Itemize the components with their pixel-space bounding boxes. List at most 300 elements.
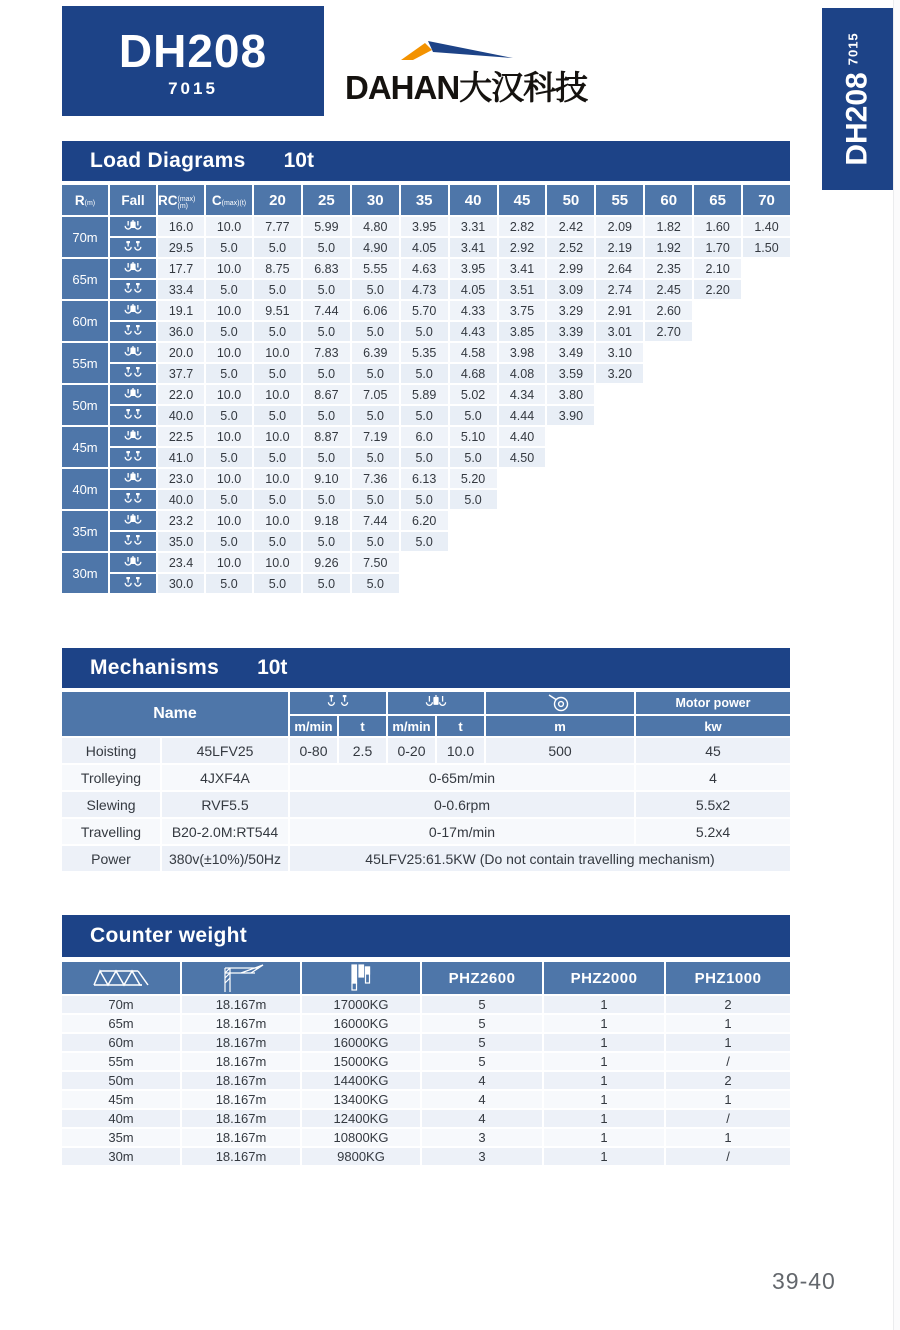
cw-value: 18.167m bbox=[182, 1072, 300, 1089]
mech-value: 45 bbox=[636, 738, 790, 763]
empty-cell bbox=[596, 532, 643, 551]
load-value: 1.70 bbox=[694, 238, 741, 257]
fall-cell bbox=[110, 553, 156, 572]
load-value: 2.09 bbox=[596, 217, 643, 236]
load-value: 4.63 bbox=[401, 259, 448, 278]
load-value: 5.0 bbox=[206, 238, 252, 257]
empty-cell bbox=[596, 385, 643, 404]
col-header-radius-70: 70 bbox=[743, 185, 790, 215]
cw-value: 1 bbox=[544, 996, 664, 1013]
empty-cell bbox=[743, 511, 790, 530]
empty-cell bbox=[450, 574, 497, 593]
load-value: 4.43 bbox=[450, 322, 497, 341]
fall-cell bbox=[110, 490, 156, 509]
mech-power-value: 4 bbox=[636, 765, 790, 790]
load-value: 29.5 bbox=[158, 238, 204, 257]
empty-cell bbox=[694, 532, 741, 551]
load-value: 10.0 bbox=[206, 427, 252, 446]
load-value: 9.26 bbox=[303, 553, 350, 572]
radius-label: 65m bbox=[62, 259, 108, 299]
cw-jib-length: 35m bbox=[62, 1129, 180, 1146]
cw-header-phz2600: PHZ2600 bbox=[422, 962, 542, 994]
load-value: 10.0 bbox=[206, 301, 252, 320]
cw-value: 18.167m bbox=[182, 1110, 300, 1127]
load-value: 2.91 bbox=[596, 301, 643, 320]
load-value: 2.42 bbox=[547, 217, 594, 236]
side-tab-model: DH208 bbox=[840, 72, 874, 166]
mech-header-motor-power: Motor power bbox=[636, 692, 790, 714]
cw-value: 1 bbox=[666, 1015, 790, 1032]
empty-cell bbox=[645, 574, 692, 593]
empty-cell bbox=[743, 343, 790, 362]
col-header-radius-55: 55 bbox=[596, 185, 643, 215]
fall-cell bbox=[110, 364, 156, 383]
radius-label: 40m bbox=[62, 469, 108, 509]
load-value: 4.40 bbox=[499, 427, 546, 446]
empty-cell bbox=[547, 553, 594, 572]
load-value: 10.0 bbox=[254, 553, 301, 572]
load-diagrams-capacity: 10t bbox=[283, 149, 314, 172]
load-value: 3.29 bbox=[547, 301, 594, 320]
fall-4-icon bbox=[122, 304, 144, 317]
empty-cell bbox=[547, 469, 594, 488]
fall-4-icon bbox=[122, 388, 144, 401]
load-value: 4.33 bbox=[450, 301, 497, 320]
load-value: 5.0 bbox=[352, 448, 399, 467]
radius-label: 45m bbox=[62, 427, 108, 467]
load-value: 5.0 bbox=[401, 322, 448, 341]
load-value: 5.02 bbox=[450, 385, 497, 404]
load-value: 2.92 bbox=[499, 238, 546, 257]
empty-cell bbox=[547, 427, 594, 446]
mech-merged-value: 0-17m/min bbox=[290, 819, 634, 844]
mech-header-unit: kw bbox=[636, 716, 790, 736]
load-value: 5.0 bbox=[401, 448, 448, 467]
load-value: 10.0 bbox=[254, 385, 301, 404]
load-value: 5.0 bbox=[450, 406, 497, 425]
mech-header-hoist-group bbox=[290, 692, 386, 714]
load-value: 5.0 bbox=[206, 448, 252, 467]
cw-value: 16000KG bbox=[302, 1015, 420, 1032]
load-value: 2.70 bbox=[645, 322, 692, 341]
load-value: 5.0 bbox=[352, 532, 399, 551]
cw-value: 3 bbox=[422, 1129, 542, 1146]
col-header-radius-65: 65 bbox=[694, 185, 741, 215]
load-value: 4.05 bbox=[401, 238, 448, 257]
cw-value: 18.167m bbox=[182, 1015, 300, 1032]
cw-value: 5 bbox=[422, 1015, 542, 1032]
load-value: 5.0 bbox=[206, 574, 252, 593]
load-value: 5.0 bbox=[303, 238, 350, 257]
load-value: 3.41 bbox=[499, 259, 546, 278]
load-value: 5.0 bbox=[206, 364, 252, 383]
mech-model: 4JXF4A bbox=[162, 765, 288, 790]
cw-value: 18.167m bbox=[182, 1034, 300, 1051]
hook-4fall-icon bbox=[421, 695, 451, 711]
cw-value: 2 bbox=[666, 996, 790, 1013]
cw-value: 17000KG bbox=[302, 996, 420, 1013]
load-value: 7.77 bbox=[254, 217, 301, 236]
empty-cell bbox=[547, 490, 594, 509]
load-value: 7.19 bbox=[352, 427, 399, 446]
jib-truss-icon bbox=[92, 967, 150, 989]
load-value: 23.0 bbox=[158, 469, 204, 488]
load-value: 5.0 bbox=[254, 574, 301, 593]
load-value: 3.39 bbox=[547, 322, 594, 341]
load-value: 10.0 bbox=[206, 553, 252, 572]
load-value: 3.59 bbox=[547, 364, 594, 383]
mech-merged-value: 0-65m/min bbox=[290, 765, 634, 790]
mech-header-hook-group bbox=[388, 692, 484, 714]
load-value: 30.0 bbox=[158, 574, 204, 593]
load-value: 5.0 bbox=[352, 322, 399, 341]
load-value: 3.95 bbox=[450, 259, 497, 278]
load-value: 3.85 bbox=[499, 322, 546, 341]
load-value: 7.50 bbox=[352, 553, 399, 572]
empty-cell bbox=[743, 490, 790, 509]
empty-cell bbox=[694, 343, 741, 362]
radius-label: 60m bbox=[62, 301, 108, 341]
load-value: 5.0 bbox=[206, 532, 252, 551]
load-value: 3.01 bbox=[596, 322, 643, 341]
empty-cell bbox=[743, 406, 790, 425]
cw-value: 10800KG bbox=[302, 1129, 420, 1146]
load-value: 5.0 bbox=[401, 406, 448, 425]
empty-cell bbox=[499, 532, 546, 551]
empty-cell bbox=[743, 448, 790, 467]
load-value: 9.18 bbox=[303, 511, 350, 530]
cw-value: 4 bbox=[422, 1072, 542, 1089]
load-value: 10.0 bbox=[254, 469, 301, 488]
load-value: 10.0 bbox=[206, 217, 252, 236]
mech-name: Power bbox=[62, 846, 160, 871]
mech-power-value: 5.2x4 bbox=[636, 819, 790, 844]
logo-swoosh-icon bbox=[395, 38, 545, 64]
cw-value: 1 bbox=[544, 1148, 664, 1165]
empty-cell bbox=[499, 553, 546, 572]
load-value: 2.74 bbox=[596, 280, 643, 299]
cw-jib-length: 70m bbox=[62, 996, 180, 1013]
load-value: 36.0 bbox=[158, 322, 204, 341]
cw-value: 1 bbox=[666, 1129, 790, 1146]
load-value: 4.58 bbox=[450, 343, 497, 362]
empty-cell bbox=[450, 511, 497, 530]
brand-wordmark bbox=[345, 62, 605, 109]
cw-value: 13400KG bbox=[302, 1091, 420, 1108]
page-edge bbox=[893, 0, 900, 1330]
fall-2-icon bbox=[122, 367, 144, 380]
radius-label: 35m bbox=[62, 511, 108, 551]
cw-value: 18.167m bbox=[182, 1091, 300, 1108]
mech-model: B20-2.0M:RT544 bbox=[162, 819, 288, 844]
load-value: 5.0 bbox=[254, 322, 301, 341]
cw-jib-length: 60m bbox=[62, 1034, 180, 1051]
mech-merged-value: 45LFV25:61.5KW (Do not contain travelling mechanism) bbox=[290, 846, 790, 871]
empty-cell bbox=[596, 553, 643, 572]
load-value: 3.75 bbox=[499, 301, 546, 320]
empty-cell bbox=[596, 574, 643, 593]
load-value: 5.0 bbox=[352, 574, 399, 593]
mech-name: Trolleying bbox=[62, 765, 160, 790]
load-value: 3.90 bbox=[547, 406, 594, 425]
empty-cell bbox=[596, 490, 643, 509]
fall-4-icon bbox=[122, 220, 144, 233]
fall-4-icon bbox=[122, 430, 144, 443]
fall-cell bbox=[110, 406, 156, 425]
cw-value: 1 bbox=[544, 1034, 664, 1051]
mech-header-unit: t bbox=[437, 716, 484, 736]
side-tab bbox=[822, 8, 893, 190]
mechanisms-table bbox=[62, 692, 790, 871]
empty-cell bbox=[743, 364, 790, 383]
cw-value: 18.167m bbox=[182, 996, 300, 1013]
cw-value: 5 bbox=[422, 996, 542, 1013]
load-value: 1.60 bbox=[694, 217, 741, 236]
counterweight-blocks-icon bbox=[349, 964, 373, 992]
empty-cell bbox=[645, 364, 692, 383]
cw-value: 2 bbox=[666, 1072, 790, 1089]
col-header-c-max: C (max)(t) bbox=[206, 185, 252, 215]
fall-cell bbox=[110, 469, 156, 488]
load-value: 3.49 bbox=[547, 343, 594, 362]
load-value: 4.80 bbox=[352, 217, 399, 236]
load-value: 5.0 bbox=[206, 322, 252, 341]
mech-name: Slewing bbox=[62, 792, 160, 817]
empty-cell bbox=[596, 448, 643, 467]
counter-weight-title: Counter weight bbox=[90, 924, 248, 947]
fall-cell bbox=[110, 511, 156, 530]
empty-cell bbox=[596, 406, 643, 425]
load-value: 6.39 bbox=[352, 343, 399, 362]
load-value: 5.0 bbox=[303, 574, 350, 593]
load-value: 17.7 bbox=[158, 259, 204, 278]
fall-4-icon bbox=[122, 472, 144, 485]
load-value: 5.0 bbox=[352, 280, 399, 299]
load-value: 5.0 bbox=[303, 532, 350, 551]
load-value: 7.83 bbox=[303, 343, 350, 362]
load-value: 5.55 bbox=[352, 259, 399, 278]
cw-value: 1 bbox=[666, 1091, 790, 1108]
load-value: 2.19 bbox=[596, 238, 643, 257]
cw-value: 1 bbox=[544, 1015, 664, 1032]
company-logo bbox=[345, 38, 605, 109]
cw-value: 18.167m bbox=[182, 1129, 300, 1146]
mechanisms-capacity: 10t bbox=[257, 656, 288, 679]
cw-header-counterweight-blocks-icon bbox=[302, 962, 420, 994]
load-value: 6.06 bbox=[352, 301, 399, 320]
fall-2-icon bbox=[122, 325, 144, 338]
load-value: 9.51 bbox=[254, 301, 301, 320]
load-value: 5.0 bbox=[254, 490, 301, 509]
empty-cell bbox=[645, 406, 692, 425]
load-value: 8.87 bbox=[303, 427, 350, 446]
load-value: 37.7 bbox=[158, 364, 204, 383]
empty-cell bbox=[645, 448, 692, 467]
side-tab-label bbox=[840, 32, 874, 166]
load-diagrams-title-bar bbox=[62, 141, 790, 181]
load-value: 10.0 bbox=[206, 385, 252, 404]
empty-cell bbox=[645, 553, 692, 572]
load-value: 5.0 bbox=[206, 280, 252, 299]
fall-cell bbox=[110, 574, 156, 593]
fall-2-icon bbox=[122, 535, 144, 548]
brand-cjk: 大汉科技 bbox=[459, 69, 588, 106]
col-header-radius-50: 50 bbox=[547, 185, 594, 215]
empty-cell bbox=[694, 322, 741, 341]
load-value: 7.36 bbox=[352, 469, 399, 488]
load-value: 40.0 bbox=[158, 406, 204, 425]
load-value: 6.13 bbox=[401, 469, 448, 488]
load-value: 5.0 bbox=[450, 490, 497, 509]
empty-cell bbox=[694, 385, 741, 404]
radius-label: 70m bbox=[62, 217, 108, 257]
load-value: 10.0 bbox=[254, 343, 301, 362]
cw-header-phz1000: PHZ1000 bbox=[666, 962, 790, 994]
cw-value: 1 bbox=[666, 1034, 790, 1051]
page-number: 39-40 bbox=[772, 1268, 836, 1294]
cw-value: / bbox=[666, 1110, 790, 1127]
cw-value: 9800KG bbox=[302, 1148, 420, 1165]
cw-value: 18.167m bbox=[182, 1148, 300, 1165]
empty-cell bbox=[547, 574, 594, 593]
load-value: 8.75 bbox=[254, 259, 301, 278]
empty-cell bbox=[596, 427, 643, 446]
mech-power-value: 5.5x2 bbox=[636, 792, 790, 817]
load-value: 6.0 bbox=[401, 427, 448, 446]
cw-value: 14400KG bbox=[302, 1072, 420, 1089]
load-value: 5.99 bbox=[303, 217, 350, 236]
load-value: 5.0 bbox=[303, 280, 350, 299]
col-header-radius: R (m) bbox=[62, 185, 108, 215]
empty-cell bbox=[694, 490, 741, 509]
load-value: 3.31 bbox=[450, 217, 497, 236]
load-value: 4.73 bbox=[401, 280, 448, 299]
cw-value: 1 bbox=[544, 1129, 664, 1146]
empty-cell bbox=[450, 553, 497, 572]
load-value: 33.4 bbox=[158, 280, 204, 299]
load-value: 3.51 bbox=[499, 280, 546, 299]
load-diagrams-title: Load Diagrams bbox=[90, 149, 246, 172]
load-value: 6.20 bbox=[401, 511, 448, 530]
col-header-radius-40: 40 bbox=[450, 185, 497, 215]
load-value: 1.82 bbox=[645, 217, 692, 236]
mech-model: 380v(±10%)/50Hz bbox=[162, 846, 288, 871]
cw-value: 18.167m bbox=[182, 1053, 300, 1070]
fall-cell bbox=[110, 259, 156, 278]
empty-cell bbox=[694, 511, 741, 530]
tower-mast-icon bbox=[215, 963, 267, 993]
mech-header-name: Name bbox=[62, 692, 288, 736]
empty-cell bbox=[694, 469, 741, 488]
fall-2-icon bbox=[122, 283, 144, 296]
mech-name: Hoisting bbox=[62, 738, 160, 763]
col-header-fall: Fall bbox=[110, 185, 156, 215]
mech-merged-value: 0-0.6rpm bbox=[290, 792, 634, 817]
fall-cell bbox=[110, 385, 156, 404]
cw-value: 5 bbox=[422, 1053, 542, 1070]
cw-jib-length: 30m bbox=[62, 1148, 180, 1165]
empty-cell bbox=[743, 574, 790, 593]
load-value: 10.0 bbox=[206, 259, 252, 278]
load-value: 10.0 bbox=[254, 511, 301, 530]
mech-header-unit: m bbox=[486, 716, 634, 736]
load-value: 5.0 bbox=[303, 322, 350, 341]
mech-value: 0-20 bbox=[388, 738, 435, 763]
mechanisms-title-bar bbox=[62, 648, 790, 688]
fall-2-icon bbox=[122, 409, 144, 422]
load-value: 5.0 bbox=[303, 448, 350, 467]
load-value: 5.0 bbox=[401, 364, 448, 383]
col-header-radius-35: 35 bbox=[401, 185, 448, 215]
empty-cell bbox=[596, 511, 643, 530]
empty-cell bbox=[645, 427, 692, 446]
load-value: 5.0 bbox=[352, 364, 399, 383]
empty-cell bbox=[547, 511, 594, 530]
empty-cell bbox=[743, 280, 790, 299]
fall-2-icon bbox=[122, 241, 144, 254]
mech-header-unit: m/min bbox=[388, 716, 435, 736]
empty-cell bbox=[450, 532, 497, 551]
hook-2fall-icon bbox=[323, 695, 353, 711]
load-value: 20.0 bbox=[158, 343, 204, 362]
fall-cell bbox=[110, 448, 156, 467]
empty-cell bbox=[645, 511, 692, 530]
load-value: 22.5 bbox=[158, 427, 204, 446]
mech-header-unit: m/min bbox=[290, 716, 337, 736]
empty-cell bbox=[645, 532, 692, 551]
load-value: 2.64 bbox=[596, 259, 643, 278]
load-value: 5.0 bbox=[254, 406, 301, 425]
load-value: 5.0 bbox=[254, 238, 301, 257]
cw-value: 3 bbox=[422, 1148, 542, 1165]
load-value: 8.67 bbox=[303, 385, 350, 404]
load-value: 1.50 bbox=[743, 238, 790, 257]
load-value: 5.0 bbox=[254, 448, 301, 467]
load-value: 5.0 bbox=[303, 406, 350, 425]
empty-cell bbox=[547, 448, 594, 467]
cw-value: 15000KG bbox=[302, 1053, 420, 1070]
brand-latin: DAHAN bbox=[345, 69, 460, 106]
empty-cell bbox=[743, 322, 790, 341]
col-header-radius-45: 45 bbox=[499, 185, 546, 215]
empty-cell bbox=[401, 574, 448, 593]
fall-4-icon bbox=[122, 346, 144, 359]
empty-cell bbox=[645, 490, 692, 509]
load-table bbox=[62, 185, 790, 593]
load-value: 2.45 bbox=[645, 280, 692, 299]
load-value: 5.0 bbox=[254, 532, 301, 551]
fall-cell bbox=[110, 322, 156, 341]
empty-cell bbox=[694, 448, 741, 467]
load-value: 3.80 bbox=[547, 385, 594, 404]
load-value: 2.52 bbox=[547, 238, 594, 257]
load-value: 16.0 bbox=[158, 217, 204, 236]
empty-cell bbox=[499, 511, 546, 530]
empty-cell bbox=[645, 343, 692, 362]
model-variant: 7015 bbox=[168, 79, 218, 98]
model-badge bbox=[62, 6, 324, 116]
empty-cell bbox=[743, 427, 790, 446]
empty-cell bbox=[645, 385, 692, 404]
col-header-radius-25: 25 bbox=[303, 185, 350, 215]
fall-cell bbox=[110, 217, 156, 236]
fall-cell bbox=[110, 301, 156, 320]
empty-cell bbox=[596, 469, 643, 488]
load-value: 5.0 bbox=[206, 490, 252, 509]
counter-weight-title-bar bbox=[62, 915, 790, 957]
mech-value: 500 bbox=[486, 738, 634, 763]
load-value: 5.0 bbox=[352, 490, 399, 509]
